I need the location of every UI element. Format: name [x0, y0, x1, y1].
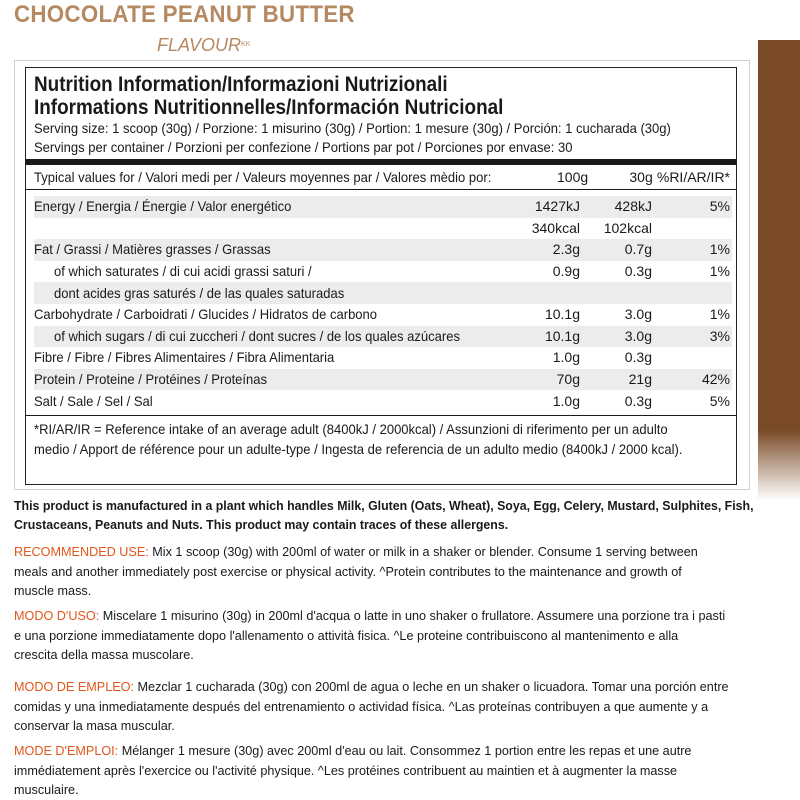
row-ri: 1%	[652, 239, 732, 261]
usage-label: MODO DE EMPLEO:	[14, 679, 135, 694]
usage-line: meals and another immediately post exercise or physical activity. ^Protein contributes to the maintenance and growth of	[14, 563, 682, 579]
usage-label: MODO D'USO:	[14, 608, 100, 623]
row-ri: 5%	[709, 392, 730, 409]
allergen-line-2: Crustaceans, Peanuts and Nuts. This product may contain traces of these allergens.	[14, 517, 509, 532]
usage-text: Mezclar 1 cucharada (30g) con 200ml de agua o leche en un shaker o licuadora. Tomar una porción entre	[134, 679, 729, 694]
row-label: Carbohydrate / Carboidrati / Glucides / Hidratos de carbono	[34, 306, 378, 323]
header-label: Typical values for / Valori medi per / Valeurs moyennes par / Valores mèdio por:	[34, 168, 492, 185]
nutrition-box	[25, 67, 737, 485]
usage-italian	[14, 606, 800, 665]
allergen-line-1: This product is manufactured in a plant which handles Milk, Gluten (Oats, Wheat), Soya, Egg, Celery, Mustard, Sulphites, Fish,	[14, 498, 754, 513]
usage-line	[14, 606, 774, 626]
serving-size: Serving size: 1 scoop (30g) / Porzione: 1 misurino (30g) / Portion: 1 mesure (30g) / Porción: 1 cucharada (30g)	[34, 120, 671, 136]
footnote-line-1: *RI/AR/IR = Reference intake of an average adult (8400kJ / 2000kcal) / Assunzioni di riferimento per un adulto	[34, 420, 668, 437]
packaging-side-bar	[758, 40, 800, 430]
product-header	[14, 2, 374, 62]
row-label: Fat / Grassi / Matières grasses / Grassas	[34, 239, 512, 261]
flavour-subtitle	[157, 35, 250, 55]
row-label: Energy / Energia / Énergie / Valor energético	[34, 196, 512, 218]
table-row	[34, 218, 732, 240]
flavour-subtitle-text: FLAVOUR	[157, 35, 242, 55]
row-30g: 0.3g	[624, 263, 652, 280]
footnote-line-2: medio / Apport de référence pour un adulte-type / Ingesta de referencia de un adulto medio (8400kJ / 2000 kcal).	[34, 440, 683, 457]
table-row	[34, 390, 732, 412]
usage-text: Miscelare 1 misurino (30g) in 200ml d'acqua o latte in uno shaker o frullatore. Assumere una porzione tra i pasti	[99, 608, 726, 623]
table-row	[34, 304, 732, 326]
packaging-side-fade	[758, 430, 800, 500]
row-100g: 340kcal	[531, 219, 580, 236]
table-row	[34, 347, 732, 369]
row-30g: 0.7g	[580, 239, 652, 261]
usage-label: MODE D'EMPLOI:	[14, 743, 119, 758]
flavour-title: CHOCOLATE PEANUT BUTTER	[14, 1, 355, 28]
usage-text: Mélanger 1 mesure (30g) avec 200ml d'eau ou lait. Consommez 1 portion entre les repas et une autre	[118, 743, 692, 758]
nutrition-values	[34, 196, 732, 412]
row-label: of which saturates / di cui acidi grassi saturi /	[54, 263, 312, 280]
row-ri: 42%	[652, 369, 732, 391]
row-30g: 21g	[580, 369, 652, 391]
row-30g: 428kJ	[580, 196, 652, 218]
usage-line: e una porzione immediatamente dopo l'allenamento o attività fisica. ^Le proteine contribuiscono al mantenimento e alla	[14, 627, 679, 643]
header-30g: 30g	[629, 168, 653, 185]
nutrition-table	[34, 165, 732, 189]
row-ri	[652, 347, 732, 369]
row-ri: 1%	[709, 306, 730, 323]
usage-line	[14, 677, 774, 697]
row-label: Protein / Proteine / Protéines / Proteínas	[34, 369, 512, 391]
row-30g: 0.3g	[624, 349, 652, 366]
row-100g: 1427kJ	[512, 196, 580, 218]
row-100g: 10.1g	[544, 306, 580, 323]
row-label: Salt / Sale / Sel / Sal	[34, 392, 153, 409]
usage-text: Mix 1 scoop (30g) with 200ml of water or milk in a shaker or blender. Consume 1 serving between	[148, 544, 698, 559]
row-100g: 1.0g	[552, 349, 580, 366]
row-label: dont acides gras saturés / de las quales saturadas	[34, 282, 512, 304]
row-label: of which sugars / di cui zuccheri / dont sucres / de los quales azúcares	[34, 326, 512, 348]
table-header-row	[34, 165, 732, 189]
row-100g: 1.0g	[552, 392, 580, 409]
usage-line: muscle mass.	[14, 583, 92, 598]
servings-per-container: Servings per container / Porzioni per confezione / Portions par pot / Porciones por envase: 30	[34, 139, 573, 155]
table-row	[34, 369, 732, 391]
usage-spanish	[14, 677, 800, 736]
row-100g: 2.3g	[512, 239, 580, 261]
usage-line: musculaire.	[14, 782, 79, 797]
row-ri: 3%	[652, 326, 732, 348]
row-30g: 102kcal	[603, 219, 652, 236]
usage-english	[14, 542, 800, 601]
usage-line	[14, 542, 774, 562]
nutrition-title-2: Informations Nutritionnelles/Información Nutricional	[34, 96, 504, 119]
row-100g	[512, 282, 580, 304]
usage-line: immédiatement après l'exercice ou l'activité physique. ^Les protéines contribuent au maintien et à augmenter la masse	[14, 762, 678, 778]
header-100g: 100g	[557, 168, 589, 185]
row-ri	[652, 218, 732, 240]
row-100g: 10.1g	[512, 326, 580, 348]
ri-footnote	[34, 416, 750, 459]
usage-line	[14, 741, 774, 761]
row-100g: 70g	[512, 369, 580, 391]
usage-label: RECOMMENDED USE:	[14, 544, 149, 559]
flavour-subtitle-mark: KK	[241, 41, 251, 48]
row-label	[34, 218, 512, 240]
usage-line: conservar la masa muscular.	[14, 718, 175, 733]
row-label: Fibre / Fibre / Fibres Alimentaires / Fibra Alimentaria	[34, 349, 335, 366]
usage-line: crescita della massa muscolare.	[14, 647, 194, 662]
row-ri: 5%	[652, 196, 732, 218]
table-row	[34, 196, 732, 218]
row-100g: 0.9g	[552, 263, 580, 280]
header-ri: %RI/AR/IR*	[656, 168, 730, 185]
row-30g: 3.0g	[580, 326, 652, 348]
row-30g: 3.0g	[624, 306, 652, 323]
table-row	[34, 326, 732, 348]
row-ri	[652, 282, 732, 304]
row-30g	[580, 282, 652, 304]
table-row	[34, 239, 732, 261]
table-row	[34, 261, 732, 283]
nutrition-panel	[14, 60, 750, 490]
table-row	[34, 282, 732, 304]
usage-french	[14, 741, 800, 800]
row-ri: 1%	[709, 263, 730, 280]
usage-line: comidas y una inmediatamente después del entrenamiento o actividad física. ^Las proteínas contribuyen a que aumente y a	[14, 698, 709, 714]
row-30g: 0.3g	[624, 392, 652, 409]
allergen-statement	[14, 496, 774, 534]
nutrition-title-1: Nutrition Information/Informazioni Nutrizionali	[34, 73, 448, 96]
